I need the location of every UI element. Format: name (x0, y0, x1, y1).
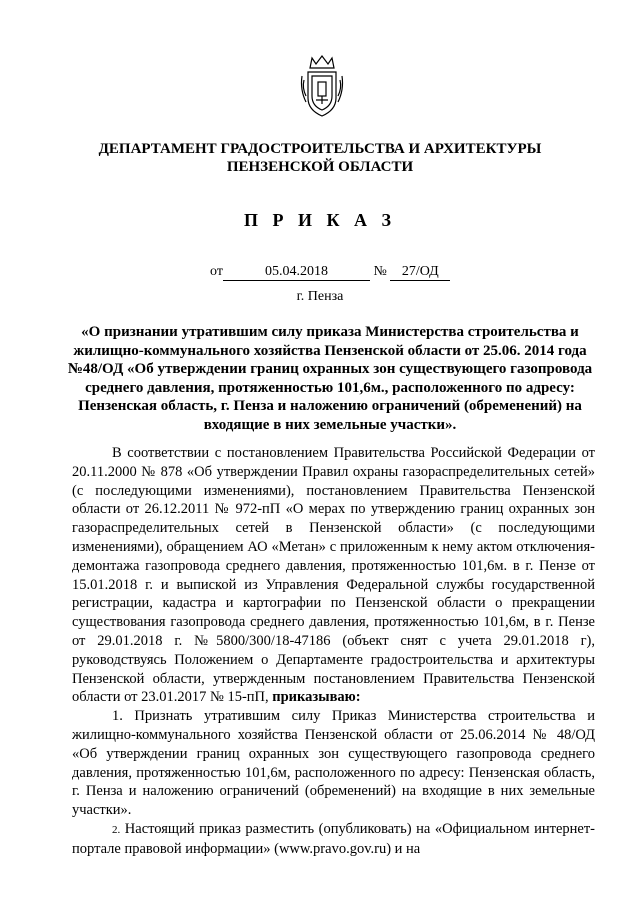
number-field: 27/ОД (390, 264, 450, 281)
item-1-number: 1. (112, 708, 123, 725)
date-prefix: от (210, 264, 223, 279)
item-2 (72, 820, 595, 859)
document-body (72, 444, 595, 859)
item-1 (72, 707, 595, 820)
order-keyword: приказываю (272, 689, 356, 706)
date-number-line (210, 264, 450, 281)
date-field: 05.04.2018 (223, 264, 370, 281)
city: г. Пенза (296, 289, 344, 304)
item-2-text: Настоящий приказ разместить (опубликовать) на «Официальном интернет-портале правовой информации» (www.pravo.gov.ru) и на (72, 820, 595, 857)
number-prefix: № (373, 264, 387, 279)
coat-of-arms-icon (298, 54, 346, 120)
department-name-line2: ПЕНЗЕНСКОЙ ОБЛАСТИ (226, 159, 414, 175)
department-name-line1: ДЕПАРТАМЕНТ ГРАДОСТРОИТЕЛЬСТВА И АРХИТЕКТУРЫ (98, 141, 542, 157)
document-title: «О признании утратившим силу приказа Министерства строительства и жилищно-коммунального хозяйства Пензенской области от 25.06. 2014 года №48/ОД «Об утверждении границ охранных зон существующего газопровода среднего давления, протяженностью 101,6м., расположенного по адресу: Пензенская область, г. Пенза и наложению ограничений (обременений) на входящие в них земельные участки». (67, 324, 593, 433)
preamble-text: В соответствии с постановлением Правительства Российской Федерации от 20.11.2000 № 878 «Об утверждении Правил охраны газораспределительных сетей» (с последующими изменениями), постановлением Правительства Пензенской области от 26.12.2011 № 972-пП «О мерах по утверждению границ охранных зон газораспределительных сетей в Пензенской области» (с последующими изменениями), обращением АО «Метан» с приложенным к нему актом отключения-демонтажа газопровода среднего давления, протяженностью 101,6м. в г. Пензе от 15.01.2018 г. и выпиской из Управления Федеральной службы государственной регистрации, кадастра и картографии по Пензенской области о прекращении существования газопровода среднего давления, протяженностью 101,6м, в г. Пензе от 29.01.2018 г. №5800/300/18-47186 (объект снят с учета 29.01.2018 г), руководствуясь Положением о Департаменте градостроительства и архитектуры Пензенской области, утвержденным постановлением Правительства Пензенской области от 23.01.2017 № 15-пП, (72, 445, 595, 706)
item-2-number: 2. (112, 823, 121, 836)
preamble-paragraph (72, 444, 595, 707)
document-type: П Р И К А З (243, 210, 397, 230)
preamble-end: : (355, 689, 361, 706)
item-1-text: Признать утратившим силу Приказ Министерства строительства и жилищно-коммунального хозяйства Пензенской области от 25.06.2014 № 48/ОД «Об утверждении границ охранных зон существующего газопровода среднего давления, протяженностью 101,6м, расположенного по адресу: Пензенская область, г. Пенза и наложению ограничений (обременений) на входящие в них земельные участки». (72, 708, 595, 819)
